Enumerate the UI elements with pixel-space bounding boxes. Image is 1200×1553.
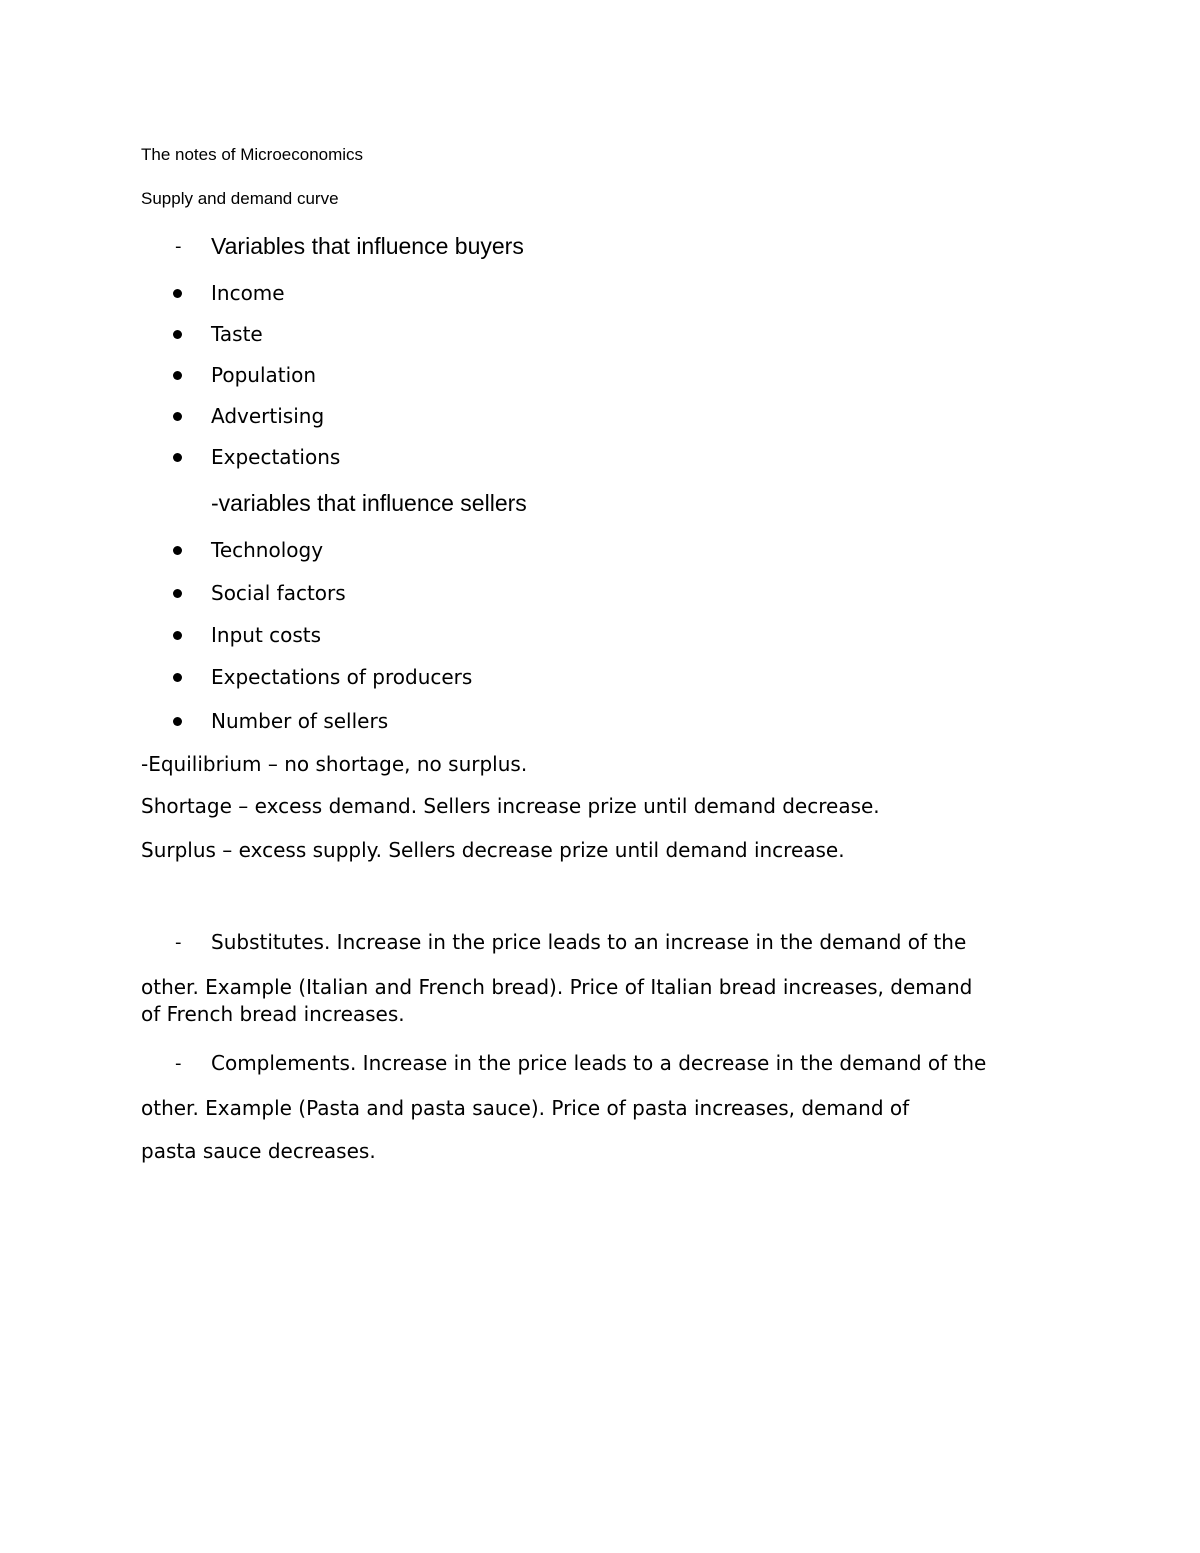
buyers-item: Advertising [211,404,325,428]
substitutes-text: of French bread increases. [141,1002,405,1026]
bullet-icon [173,371,182,380]
complements-text: Complements. Increase in the price leads to a decrease in the demand of the [211,1051,987,1075]
bullet-icon [173,673,182,682]
bullet-icon [173,589,182,598]
sellers-item: Technology [211,538,324,562]
bullet-icon [173,453,182,462]
bullet-icon [173,546,182,555]
bullet-icon [173,289,182,298]
buyers-item: Expectations [211,445,341,469]
substitutes-text: other. Example (Italian and French bread). Price of Italian bread increases, demand [141,975,973,999]
complements-text: other. Example (Pasta and pasta sauce). Price of pasta increases, demand of [141,1096,910,1120]
substitutes-text: Substitutes. Increase in the price leads to an increase in the demand of the [211,930,967,954]
bullet-icon [173,412,182,421]
buyers-heading: Variables that influence buyers [211,233,524,259]
sellers-item: Number of sellers [211,709,389,733]
sellers-heading: -variables that influence sellers [211,490,527,516]
surplus-text: Surplus – excess supply. Sellers decrease prize until demand increase. [141,838,845,862]
equilibrium-text: -Equilibrium – no shortage, no surplus. [141,752,528,776]
buyers-item: Income [211,281,285,305]
dash-marker: - [175,932,182,953]
dash-marker: - [175,236,182,257]
document-title: The notes of Microeconomics [141,145,364,164]
sellers-item: Expectations of producers [211,665,473,689]
document-subtitle: Supply and demand curve [141,189,339,208]
buyers-item: Population [211,363,317,387]
buyers-item: Taste [211,322,263,346]
shortage-text: Shortage – excess demand. Sellers increase prize until demand decrease. [141,794,880,818]
sellers-item: Social factors [211,581,346,605]
bullet-icon [173,330,182,339]
complements-text: pasta sauce decreases. [141,1139,376,1163]
sellers-item: Input costs [211,623,322,647]
bullet-icon [173,717,182,726]
bullet-icon [173,631,182,640]
dash-marker: - [175,1053,182,1074]
